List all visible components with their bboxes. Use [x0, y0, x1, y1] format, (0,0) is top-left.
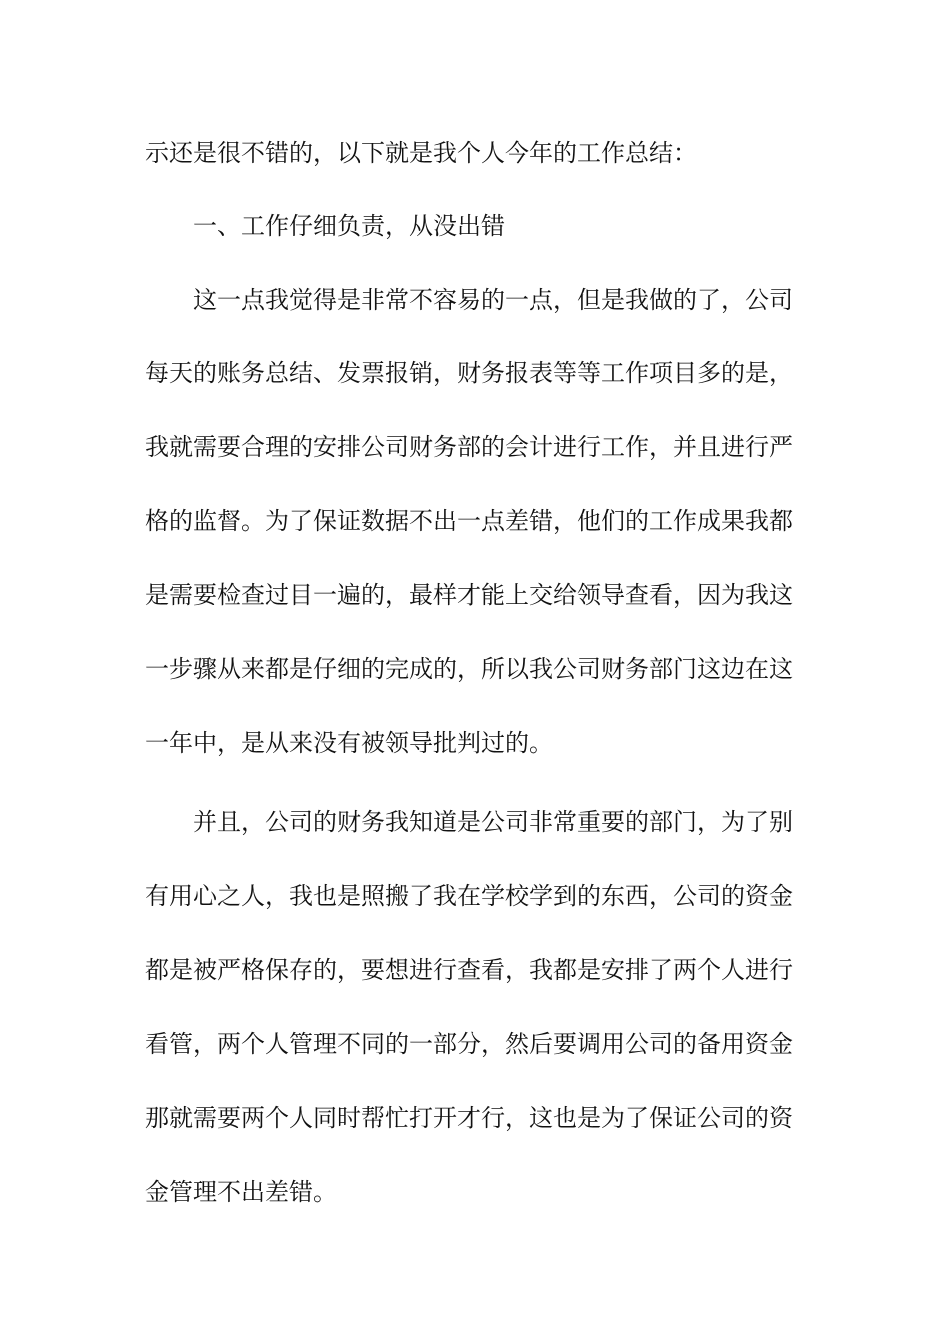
section-heading: 一、工作仔细负责，从没出错 — [193, 212, 505, 240]
text-line: 每天的账务总结、发票报销，财务报表等等工作项目多的是， — [145, 359, 793, 387]
text-line: 那就需要两个人同时帮忙打开才行，这也是为了保证公司的资 — [145, 1104, 793, 1132]
text-line: 有用心之人，我也是照搬了我在学校学到的东西，公司的资金 — [145, 882, 793, 910]
text-line: 一步骤从来都是仔细的完成的，所以我公司财务部门这边在这 — [145, 655, 793, 683]
text-line: 看管，两个人管理不同的一部分，然后要调用公司的备用资金 — [145, 1030, 793, 1058]
text-line: 是需要检查过目一遍的，最样才能上交给领导查看，因为我这 — [145, 581, 793, 609]
text-line: 格的监督。为了保证数据不出一点差错，他们的工作成果我都 — [145, 507, 793, 535]
text-line: 示还是很不错的，以下就是我个人今年的工作总结： — [145, 139, 697, 167]
text-line: 金管理不出差错。 — [145, 1178, 337, 1206]
text-line: 一年中，是从来没有被领导批判过的。 — [145, 729, 553, 757]
text-line: 我就需要合理的安排公司财务部的会计进行工作，并且进行严 — [145, 433, 793, 461]
text-line: 都是被严格保存的，要想进行查看，我都是安排了两个人进行 — [145, 956, 793, 984]
text-line: 并且，公司的财务我知道是公司非常重要的部门，为了别 — [193, 808, 793, 836]
text-line: 这一点我觉得是非常不容易的一点，但是我做的了，公司 — [193, 286, 793, 314]
